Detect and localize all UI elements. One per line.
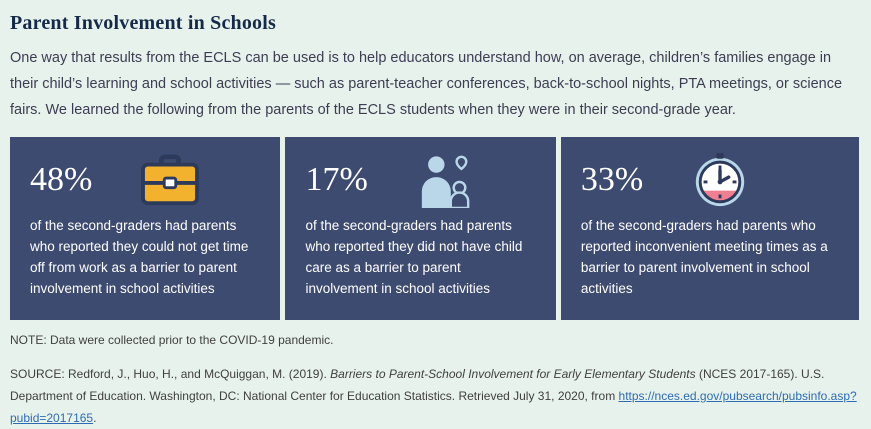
stat-value: 48% (30, 161, 93, 198)
stat-description: of the second-graders had parents who reported they could not get time off from work as a barrier to parent involvement in school activities (30, 218, 249, 296)
stat-card-header (581, 151, 839, 209)
stat-description: of the second-graders had parents who reported inconvenient meeting times as a barrier to parent involvement in school activities (580, 218, 828, 296)
source-publication-title: Barriers to Parent-School Involvement for Early Elementary Students (330, 367, 696, 381)
parent-child-icon (416, 152, 474, 208)
stat-value: 33% (580, 161, 644, 198)
source-suffix: (NCES 2017-165). U.S. Department of Education. Washington, DC: National Center for Education Statistics. Retrieved July 31, 2020, from (10, 367, 825, 403)
stat-card-work-time (10, 137, 280, 320)
source-prefix: SOURCE: Redford, J., Huo, H., and McQuiggan, M. (2019). (10, 367, 331, 381)
source-link[interactable]: https://nces.ed.gov/pubsearch/pubsinfo.asp?pubid=2017165 (10, 389, 857, 425)
stat-card-header (30, 151, 260, 209)
briefcase-icon (140, 153, 200, 207)
page-title: Parent Involvement in Schools (10, 12, 276, 34)
stat-card-child-care (285, 137, 555, 320)
source-citation (10, 363, 859, 429)
source-period: . (93, 411, 97, 425)
stat-cards-row (10, 137, 859, 320)
stat-description: of the second-graders had parents who reported they did not have child care as a barrier to parent involvement in school activities (305, 218, 523, 296)
clock-icon (691, 151, 749, 209)
stat-value: 17% (305, 161, 368, 198)
intro-paragraph: One way that results from the ECLS can be used is to help educators understand how, on average, children’s families engage in their child’s learning and school activities — such as parent-teacher conferences, back-to-school nights, PTA meetings, or science fairs. We learned the following from the parents of the ECLS students when they were in their second-grade year. (10, 50, 843, 118)
note-text: NOTE: Data were collected prior to the COVID-19 pandemic. (10, 333, 334, 347)
stat-card-meeting-times (561, 137, 859, 320)
stat-card-header (305, 151, 535, 209)
